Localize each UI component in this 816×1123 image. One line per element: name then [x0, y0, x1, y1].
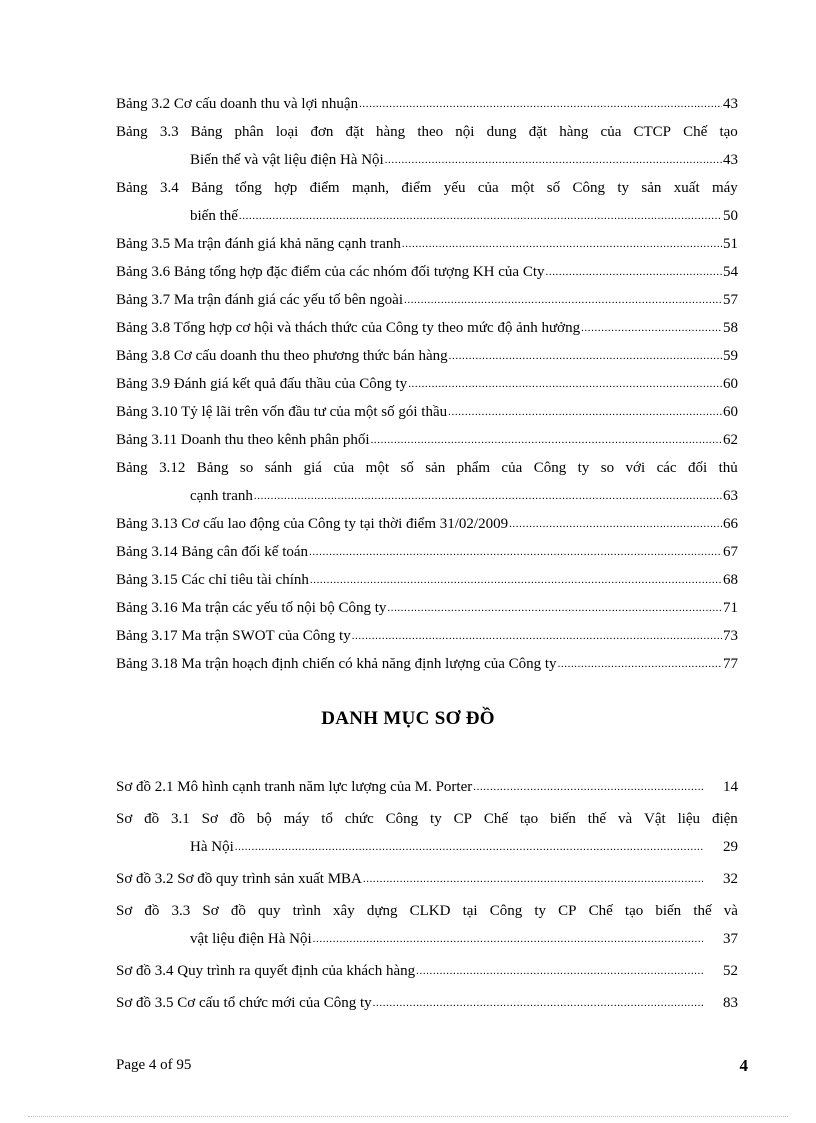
toc-entry-line	[116, 773, 738, 801]
toc-entry-line	[116, 566, 738, 594]
toc-entry-line	[116, 594, 738, 622]
toc-entry[interactable]	[116, 230, 738, 258]
toc-entry-page: 51	[723, 236, 738, 252]
toc-entry[interactable]	[116, 118, 738, 174]
toc-entry-page: 52	[723, 963, 738, 979]
toc-entry-line	[116, 426, 738, 454]
toc-entry-text: Bảng 3.8 Cơ cấu doanh thu theo phương thức bán hàng	[116, 348, 448, 364]
dot-leader	[416, 957, 703, 985]
toc-entry-line	[116, 90, 738, 118]
toc-entry-line	[116, 538, 738, 566]
toc-entry-text: Sơ đồ 3.1 Sơ đồ bộ máy tổ chức Công ty CP Chế tạo biến thế và Vật liệu điện	[116, 811, 738, 827]
toc-entry-text: Bảng 3.17 Ma trận SWOT của Công ty	[116, 628, 351, 644]
toc-entry-line	[116, 482, 738, 510]
dot-leader	[373, 989, 703, 1017]
toc-entry[interactable]	[116, 454, 738, 510]
toc-entry-page: 32	[723, 871, 738, 887]
dot-leader	[352, 622, 722, 650]
toc-entry-line	[116, 174, 738, 202]
toc-entry-line	[116, 833, 738, 861]
toc-entry[interactable]	[116, 314, 738, 342]
toc-entry[interactable]	[116, 174, 738, 230]
toc-entry-text: Sơ đồ 2.1 Mô hình cạnh tranh năm lực lượng của M. Porter	[116, 779, 473, 795]
dot-leader	[387, 594, 722, 622]
toc-entry-text: Bảng 3.11 Doanh thu theo kênh phân phối	[116, 432, 370, 448]
toc-entry[interactable]	[116, 510, 738, 538]
toc-entry[interactable]	[116, 897, 738, 953]
toc-entry-text: Bảng 3.16 Ma trận các yếu tố nội bộ Công ty	[116, 600, 387, 616]
toc-entry-page: 63	[723, 488, 738, 504]
toc-entry-line	[116, 314, 738, 342]
toc-entry[interactable]	[116, 989, 738, 1017]
toc-entry-line	[116, 622, 738, 650]
toc-entry-page: 50	[723, 208, 738, 224]
dot-leader	[254, 482, 722, 510]
toc-entry-line	[116, 925, 738, 953]
toc-entry-page: 60	[723, 376, 738, 392]
toc-entry[interactable]	[116, 286, 738, 314]
toc-entry-text: Sơ đồ 3.2 Sơ đồ quy trình sản xuất MBA	[116, 871, 362, 887]
toc-entry-page: 68	[723, 572, 738, 588]
toc-entry-text: Sơ đồ 3.3 Sơ đồ quy trình xây dựng CLKD tại Công ty CP Chế tạo biến thế và	[116, 903, 738, 919]
toc-entry-line	[116, 454, 738, 482]
dot-leader	[313, 925, 703, 953]
toc-entry-page: 60	[723, 404, 738, 420]
toc-entry-text: Bảng 3.18 Ma trận hoạch định chiến có khả năng định lượng của Công ty	[116, 656, 557, 672]
toc-entry[interactable]	[116, 370, 738, 398]
toc-entry-page: 43	[723, 96, 738, 112]
toc-entry-text: Bảng 3.8 Tổng hợp cơ hội và thách thức của Công ty theo mức độ ảnh hưởng	[116, 320, 581, 336]
dot-leader	[509, 510, 722, 538]
toc-entry-page: 66	[723, 516, 738, 532]
toc-entry-line	[116, 286, 738, 314]
toc-entry-line	[116, 989, 738, 1017]
toc-entry-line	[116, 118, 738, 146]
footer-page-label: Page 4 of 95	[116, 1057, 192, 1073]
toc-entry-text: cạnh tranh	[190, 488, 253, 504]
toc-entry-line	[116, 202, 738, 230]
dot-leader	[404, 286, 722, 314]
dot-leader	[385, 146, 722, 174]
toc-entry-page: 29	[723, 839, 738, 855]
toc-entry-text: biến thế	[190, 208, 238, 224]
toc-entry[interactable]	[116, 622, 738, 650]
toc-entry-line	[116, 805, 738, 833]
toc-entry[interactable]	[116, 258, 738, 286]
toc-entry-text: Biến thế và vật liệu điện Hà Nội	[190, 152, 384, 168]
toc-entry-page: 37	[723, 931, 738, 947]
dot-leader	[235, 833, 703, 861]
toc-entry-line	[116, 230, 738, 258]
toc-entry[interactable]	[116, 805, 738, 861]
dot-leader	[402, 230, 722, 258]
toc-entry-page: 67	[723, 544, 738, 560]
toc-entry[interactable]	[116, 650, 738, 678]
toc-entry-text: Bảng 3.7 Ma trận đánh giá các yếu tố bên ngoài	[116, 292, 403, 308]
toc-entry-line	[116, 957, 738, 985]
toc-entry-line	[116, 897, 738, 925]
dot-leader	[239, 202, 722, 230]
toc-entry-text: Bảng 3.12 Bảng so sánh giá của một số sản phẩm của Công ty so với các đối thủ	[116, 460, 738, 476]
toc-entry-text: Bảng 3.5 Ma trận đánh giá khả năng cạnh tranh	[116, 236, 401, 252]
toc-entry-page: 77	[723, 656, 738, 672]
toc-entry-text: Bảng 3.3 Bảng phân loại đơn đặt hàng theo nội dung đặt hàng của CTCP Chế tạo	[116, 124, 738, 140]
toc-entry-page: 54	[723, 264, 738, 280]
section-title: DANH MỤC SƠ ĐỒ	[321, 708, 495, 729]
toc-entry-line	[116, 398, 738, 426]
toc-entry-line	[116, 865, 738, 893]
toc-entry[interactable]	[116, 773, 738, 801]
dot-leader	[310, 566, 722, 594]
toc-entry-line	[116, 258, 738, 286]
toc-entry-line	[116, 146, 738, 174]
toc-entry-text: Bảng 3.2 Cơ cấu doanh thu và lợi nhuận	[116, 96, 359, 112]
toc-entry-page: 58	[723, 320, 738, 336]
toc-entry-text: Bảng 3.4 Bảng tổng hợp điểm mạnh, điểm yếu của một số Công ty sản xuất máy	[116, 180, 738, 196]
dot-leader	[558, 650, 722, 678]
toc-entry-page: 57	[723, 292, 738, 308]
toc-entry-text: Bảng 3.13 Cơ cấu lao động của Công ty tại thời điểm 31/02/2009	[116, 516, 509, 532]
toc-entry-text: Hà Nội	[190, 839, 234, 855]
dot-leader	[448, 398, 722, 426]
dot-leader	[309, 538, 722, 566]
toc-entry-line	[116, 650, 738, 678]
toc-entry-page: 62	[723, 432, 738, 448]
toc-entry-line	[116, 342, 738, 370]
toc-entry-page: 73	[723, 628, 738, 644]
toc-entry-text: Bảng 3.6 Bảng tổng hợp đặc điểm của các nhóm đối tượng KH của Cty	[116, 264, 545, 280]
toc-entry-page: 14	[723, 779, 738, 795]
toc-entry[interactable]	[116, 957, 738, 985]
toc-entry-text: vật liệu điện Hà Nội	[190, 931, 312, 947]
toc-entry-line	[116, 510, 738, 538]
dot-leader	[473, 773, 703, 801]
toc-entry-line	[116, 370, 738, 398]
toc-entry[interactable]	[116, 566, 738, 594]
toc-entry-page: 83	[723, 995, 738, 1011]
toc-entry-text: Bảng 3.10 Tỷ lệ lãi trên vốn đầu tư của một số gói thầu	[116, 404, 448, 420]
toc-entry[interactable]	[116, 398, 738, 426]
dot-leader	[359, 90, 722, 118]
toc-entry-text: Bảng 3.9 Đánh giá kết quả đấu thầu của Công ty	[116, 376, 408, 392]
dot-leader	[449, 342, 722, 370]
dot-leader	[546, 258, 723, 286]
toc-entry[interactable]	[116, 594, 738, 622]
dot-leader	[408, 370, 722, 398]
footer-page-number: 4	[739, 1056, 748, 1075]
toc-entry[interactable]	[116, 865, 738, 893]
toc-entry-text: Bảng 3.14 Bảng cân đối kế toán	[116, 544, 309, 560]
toc-entry[interactable]	[116, 538, 738, 566]
toc-entry-text: Bảng 3.15 Các chỉ tiêu tài chính	[116, 572, 309, 588]
dot-leader	[581, 314, 722, 342]
toc-entry[interactable]	[116, 90, 738, 118]
dot-leader	[363, 865, 703, 893]
toc-entry[interactable]	[116, 342, 738, 370]
toc-entry-text: Sơ đồ 3.5 Cơ cấu tổ chức mới của Công ty	[116, 995, 372, 1011]
page-bottom-divider	[28, 1116, 788, 1117]
toc-entry-page: 71	[723, 600, 738, 616]
dot-leader	[371, 426, 722, 454]
toc-entry-page: 59	[723, 348, 738, 364]
toc-entry-page: 43	[723, 152, 738, 168]
toc-entry[interactable]	[116, 426, 738, 454]
toc-entry-text: Sơ đồ 3.4 Quy trình ra quyết định của khách hàng	[116, 963, 416, 979]
